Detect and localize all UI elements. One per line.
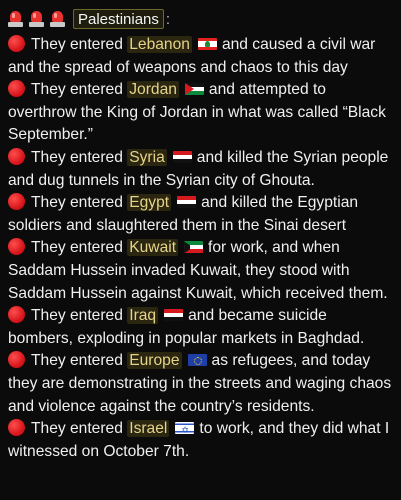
list-item [8, 418, 393, 463]
egypt-flag-icon [177, 196, 196, 208]
item-text: They entered [31, 194, 128, 212]
place-name: Lebanon [129, 36, 190, 53]
red-circle-icon [8, 419, 25, 436]
red-circle-icon [8, 193, 25, 210]
list-item [8, 147, 393, 192]
kuwait-flag-icon [184, 241, 203, 253]
red-circle-icon [8, 306, 25, 323]
post-header [8, 6, 393, 32]
lebanon-flag-icon [198, 38, 217, 50]
siren-icon [50, 11, 65, 28]
syria-flag-icon [173, 151, 192, 163]
red-circle-icon [8, 148, 25, 165]
item-text: They entered [31, 352, 128, 370]
place-name: Europe [129, 352, 180, 370]
item-text: They entered [31, 148, 128, 166]
item-text: and became suicide bombers, exploding in popular markets in Baghdad. [8, 307, 365, 347]
siren-icon [29, 11, 44, 28]
place-name: Syria [129, 148, 165, 166]
eu-flag-icon [188, 354, 207, 366]
red-circle-icon [8, 35, 25, 52]
list-item [8, 350, 393, 418]
item-text: They entered [31, 36, 128, 53]
item-text: They entered [31, 307, 128, 325]
jordan-flag-icon [185, 83, 204, 95]
item-text: and killed the Syrian people and dug tunnels in the Syrian city of Ghouta. [8, 148, 389, 189]
item-text: They entered [31, 420, 128, 438]
item-text: as refugees, and today they are demonstrating in the streets and waging chaos and violence against the country’s residents. [8, 352, 392, 415]
red-circle-icon [8, 80, 25, 97]
statement-list [8, 34, 393, 463]
item-text: and killed the Egyptian soldiers and slaughtered them in the Sinai desert [8, 194, 359, 234]
red-circle-icon [8, 238, 25, 255]
list-item [8, 192, 393, 237]
item-text: to work, and they did what I witnessed on October 7th. [8, 420, 390, 460]
list-item [8, 305, 393, 350]
place-name: Iraq [129, 307, 157, 325]
item-text: for work, and when Saddam Hussein invaded Kuwait, they stood with Saddam Hussein against Kuwait, which received them. [8, 239, 388, 302]
iraq-flag-icon [164, 309, 183, 321]
item-text: They entered [31, 239, 128, 257]
item-text: and attempted to overthrow the King of Jordan in what was called “Black September.” [8, 81, 386, 144]
list-item [8, 237, 393, 305]
item-text: and caused a civil war and the spread of weapons and chaos to this day [8, 36, 376, 76]
item-text: They entered [31, 81, 128, 99]
place-name: Egypt [129, 194, 170, 212]
header-separator: : [165, 10, 171, 28]
place-name: Israel [129, 420, 168, 438]
list-item [8, 79, 393, 147]
header-title: Palestinians [73, 9, 164, 29]
israel-flag-icon [175, 422, 194, 434]
place-name: Jordan [129, 81, 177, 99]
red-circle-icon [8, 351, 25, 368]
place-name: Kuwait [129, 239, 177, 257]
siren-icon [8, 11, 23, 28]
list-item [8, 34, 393, 79]
